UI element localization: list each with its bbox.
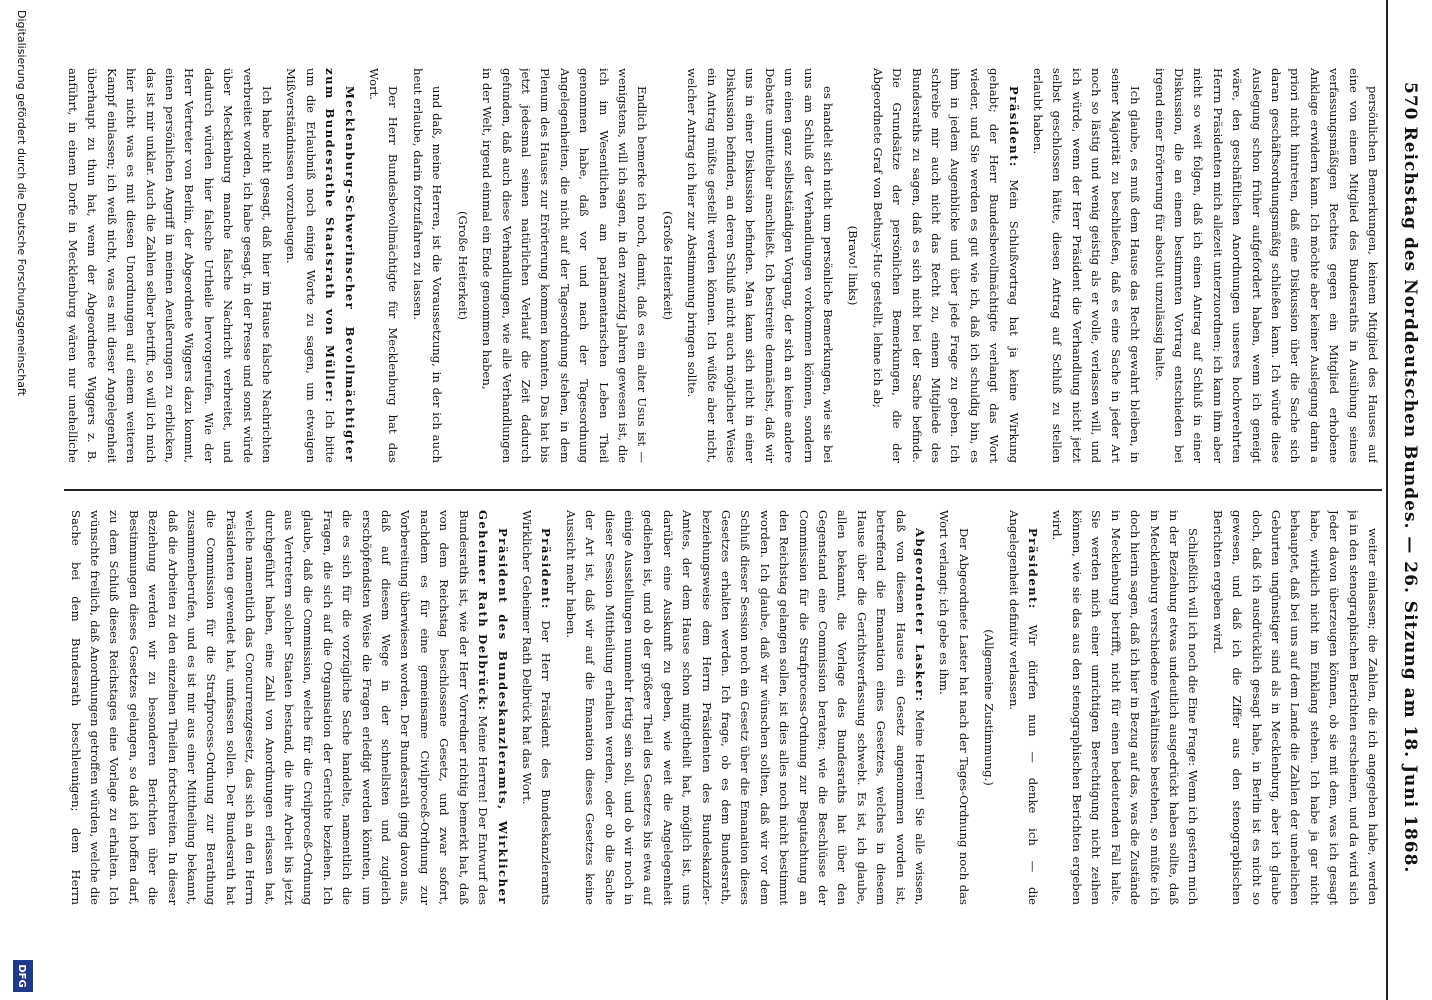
left-column <box>64 68 1382 463</box>
column-divider <box>64 489 1382 491</box>
speech-text: Ich bitte um die Erlaubniß noch einige Worte zu sagen, um etwaigen Mißverständnissen vorzubeugen. <box>284 68 338 463</box>
speech-text: Meine Herren! Sie alle wissen, daß von diesem Hause ein Gesetz angenommen worden ist, betreffend die Emanation eines Gesetzes, welches in diesem Hause über die Gerichtsverfassung schwebt. Es ist, ich glaube, allen bekannt, die Vorlage des Bundesraths hat über den Gegenstand eine Commission beraten; wie die Beschlüsse der Commission für die Strafprocess-Ordnung zur Begutachtung an den Reichstag gelangen sollen, ist dies alles noch nicht bestimmt worden. Ich glaube, daß wir wünschen sollten, daß wir vor dem Schluß dieser Session noch ein Gesetz über die Emanation dieses Gesetzes erhalten werden. Ich frage, ob es dem Bundesrath, beziehungsweise dem Herrn Präsidenten des Bundeskanzler-Amtes, der dem Hause schon mitgetheilt hat, möglich ist, uns darüber eine Auskunft zu geben, wie weit die Angelegenheit gediehen ist, und ob der größere Theil des Gesetzes bis etwa auf einige Ausstellungen nunmehr fertig sein soll, und ob wir noch in dieser Session Mittheilung erhalten werden, oder ob die Sache der Art ist, daß wir auf die Emanation dieses Gesetzes keine Aussicht mehr haben. <box>563 510 928 905</box>
speech <box>867 68 1022 463</box>
right-column <box>64 510 1382 905</box>
paragraph: es handelt sich nicht um persönliche Bemerkungen, wie sie bei uns am Schluß der Verhandlungen vorkommen können, sondern um einen ganz selbstständigen Vorgang, der sich an keine andere Debatte unmittelbar anschließt. Ich bestreite demnächst, daß wir uns in einer Diskussion befinden. Man kann sich nicht in einer Diskussion befinden, an deren Schluß nicht auch möglicher Weise ein Antrag müßte gestellt werden können. Ich wüßte aber nicht, welcher Antrag ich hier zur Abstimmung bringen sollte. <box>685 68 836 463</box>
speech <box>281 68 359 463</box>
paragraph: Ich glaube, es muß dem Hause das Recht gewahrt bleiben, in seiner Majorität zu beschließen, daß es eine Sache in jeder Art noch so lästig und wenig geistig als er wolle, verlassen will, und ich würde, wenn der Herr Präsident die Verhandlung nicht jetzt selbst geschlossen hätte, diesen Antrag auf Schluß zu stellen erlaubt haben. <box>1031 68 1143 463</box>
speech <box>517 510 556 905</box>
speaker-name: Präsident: <box>1006 86 1021 168</box>
paragraph: Der Herr Bundesbevollmächtigte für Mecklenburg hat das Wort. <box>367 68 401 463</box>
speaker-name: Präsident: <box>1026 528 1041 610</box>
paragraph: Schließlich will ich noch die Eine Frage: Wenn ich gestern mich in der Beziehung etwas undeutlich ausgedrückt haben sollte, daß in Mecklenburg verschiedene Verhältnisse bestehen, so müßte ich doch hierin sagen, daß ich hier in Bezug auf das, was die Zustände in Mecklenburg betrifft, nicht für einen bedeutenden Fall halte. Sie werden mich einer unrichtigen Berechtigung nicht zeihen können, wie sie das aus den stenographischen Berichten ergeben wird. <box>1050 510 1201 905</box>
digitization-credit: Digitalisierung gefördert durch die Deutsche Forschungsgemeinschaft <box>15 10 28 396</box>
speech-text: Der Herr Präsident des Bundeskanzleramts Wirklicher Geheimer Rath Delbrück hat das Wort. <box>519 510 554 905</box>
speech-text: Mein Schlußvortrag hat ja keine Wirkung gehabt; der Herr Bundesbevollmächtigte verlangt das Wort wieder, und Sie werden es gut wie ich, daß ich schuldig bin, es ihm in jedem Augenblicke und über jede Frage zu geben. Ich schreibe mir auch nicht das Recht zu, einem Mitgliede des Bundesraths zu sagen, daß es sich nicht bei der Sache befinde. Die Grundsätze der persönlichen Bemerkungen, die der Abgeordnete Graf von Bethusy-Huc gestellt, lehne ich ab; <box>870 68 1021 463</box>
speaker-name: Präsident des Bundeskanzleramts, Wirklicher Geheimer Rath Delbrück: <box>476 510 510 905</box>
speech-text: Meine Herren! Der Entwurf des Bundesraths ist, wie der Herr Vorredner richtig bemerkt hat, daß von dem Reichstag beschlossene Gesetz, und zwar sofort, nachdem es für eine gemeinsame Civilproceß-Ordnung zur Vorbereitung überwiesen worden. Der Bundesrath ging davon aus, daß auf diesem Wege in der schnellsten und zugleich erschöpfendsten Weise die Fragen erledigt werden könnten, um die es sich für die vorzügliche Sache handelte, namentlich die Fragen, die sich auf die Organisation der Gerichte beziehen. Ich glaube, daß die Commission, welche für die Civilproceß-Ordnung aus Vertretern solcher Staaten bestand, die ihre Arbeit bis jetzt durchgeführt haben, eine Zahl von Anordnungen erlassen hat, welche namentlich das Concurrenzgesetz, das sich an den Herrn Präsidenten gewendet hat, umfassen sollen. Der Bundesrath hat die Commission für die Strafprocess-Ordnung zur Berathung zusammenberufen, und es ist mir aus einer Mittheilung bekannt, daß die Arbeiten zu den einzelnen Theilen fortschreiten. In dieser Beziehung werden wir zu besonderen Berichten über die Bestimmungen dieses Gesetzes gelangen, so daß ich hoffen darf, zu dem Schluß dieses Reichstages eine Vorlage zu erhalten. Ich wünschte freilich, daß Anordnungen getroffen würden, welche die Sache bei dem Bundesrath beschleunigen; dem Herrn <box>68 510 491 905</box>
speaker-name: Abgeordneter Lasker: <box>913 528 928 703</box>
paragraph: weiter einlassen; die Zahlen, die ich angegeben habe, werden ja in den stenographischen Berichten erscheinen, und da wird sich Jeder davon überzeugen können, ob sie mit dem, was ich gesagt habe, wirklich nicht im Einklang stehen. Ich habe ja gar nicht behauptet, daß bei uns auf dem Lande die Zahlen der unehelichen Geburten ungünstiger sind als in Mecklenburg, aber ich glaube doch, daß ich ausdrücklich gesagt habe, in Berlin ist es nicht so gewesen, und daß ich die Ziffer aus den stenographischen Berichten ergeben wird. <box>1210 510 1380 905</box>
page-title: Reichstag des Norddeutschen Bundes. — 26. Sitzung am 18. Juni 1868. <box>1400 126 1420 874</box>
stage-direction: (Allgemeine Zustimmung.) <box>982 629 997 786</box>
speech <box>560 510 929 905</box>
speaker-name: Präsident: <box>539 528 554 610</box>
page-header <box>1386 0 1432 1000</box>
paragraph: Ich habe nicht gesagt, daß hier im Hause falsche Nachrichten verbreitet worden, ich habe gesagt, in der Presse und sonst würde über Mecklenburg manche falsche Nachricht verbreitet, und dadurch würden hier falsche Urtheile hervorgerufen. Wie der Herr Vertreter von Berlin, der Abgeordnete Wiggers dazu kommt, einen persönlichen Angriff in meinen Aeußerungen zu erblicken, das ist mir unklar. Auch die Zahlen selber betrifft, so will ich mich hier nicht was es mit diesen Unordnungen auf einem weiteren Kampf einlassen; ich weiß nicht, was es mit dieser Angelegenheit überhaupt zu thun hat, wenn der Abgeordnete Wiggers z. B. anführt, in einem Dorfe in Mecklenburg wären nur unehelliche <box>66 68 275 463</box>
stage-direction: (Bravo! links) <box>846 225 861 306</box>
speech <box>1003 510 1042 905</box>
footer <box>6 0 36 1000</box>
speech <box>64 510 512 905</box>
paragraph: persönlichen Bemerkungen, keinem Mitglied des Hauses auf eine von einem Mitglied des Bundesraths in Ausübung seines verfassungsmäßigen Rechtes gegen ein Mitglied erhobene Anklage erwidern kann. Ich möchte aber keiner Auslegung darin a priori nicht hintreten, daß eine Diskussion über die Sache sich daran geschäftsordnungsmäßig schließen kann. Ich würde diese Auslegung schon früher aufgefordert haben, wenn ich geneigt wäre, den geschäftlichen Anordnungen unseres hochverehrten Herrn Präsidenten mich allezeit unterzuordnen; ich kann ihm aber nicht so weit folgen, daß ich einen Antrag auf Schluß in einer Diskussion, die an einem bestimmten Vortrag entschieden bei irgend einer Erörterung für absolut unzulässig halte. <box>1152 68 1380 463</box>
speaker-name: Mecklenburg-Schwerinscher Bevollmächtigter zum Bundesrathe Staatsrath von Müller: <box>323 68 357 463</box>
page-number: 570 <box>1400 82 1420 121</box>
paragraph: Endlich bemerke ich noch, damit, daß es ein alter Usus ist — wenigstens, will ich sagen, in den zwanzig Jahren gewesen ist, die ich im Wesentlichen am parlamentarischen Leben Theil genommen habe, daß vor und nach der Tagesordnung Angelegenheiten, die nicht auf der Tagesordnung stehen, in dem Plenum des Hauses zur Erörterung kommen konnten. Das hat bis jetzt jedesmal seinen natürlichen Verlauf die Zeit dadurch gefunden, daß auch diese Verhandlungen, wie alle Verhandlungen in der Welt, irgend einmal ein Ende genommen haben, <box>480 68 650 463</box>
dfg-logo: DFG <box>13 960 33 992</box>
stage-direction: (Große Heiterkeit) <box>455 210 470 321</box>
stage-direction: (Große Heiterkeit) <box>660 210 675 321</box>
paragraph: Der Abgeordnete Laster hat nach der Tages-Ordnung noch das Wort verlangt; ich gebe es ihm. <box>937 510 971 905</box>
speech-text: Wir dürfen nun — denke ich — die Angelegenheit definitiv verlassen. <box>1006 510 1041 905</box>
paragraph: und daß, meine Herren, ist die Voraussetzung, in der ich auch heut erlaube, darin fortzufahren zu lassen. <box>410 68 445 463</box>
